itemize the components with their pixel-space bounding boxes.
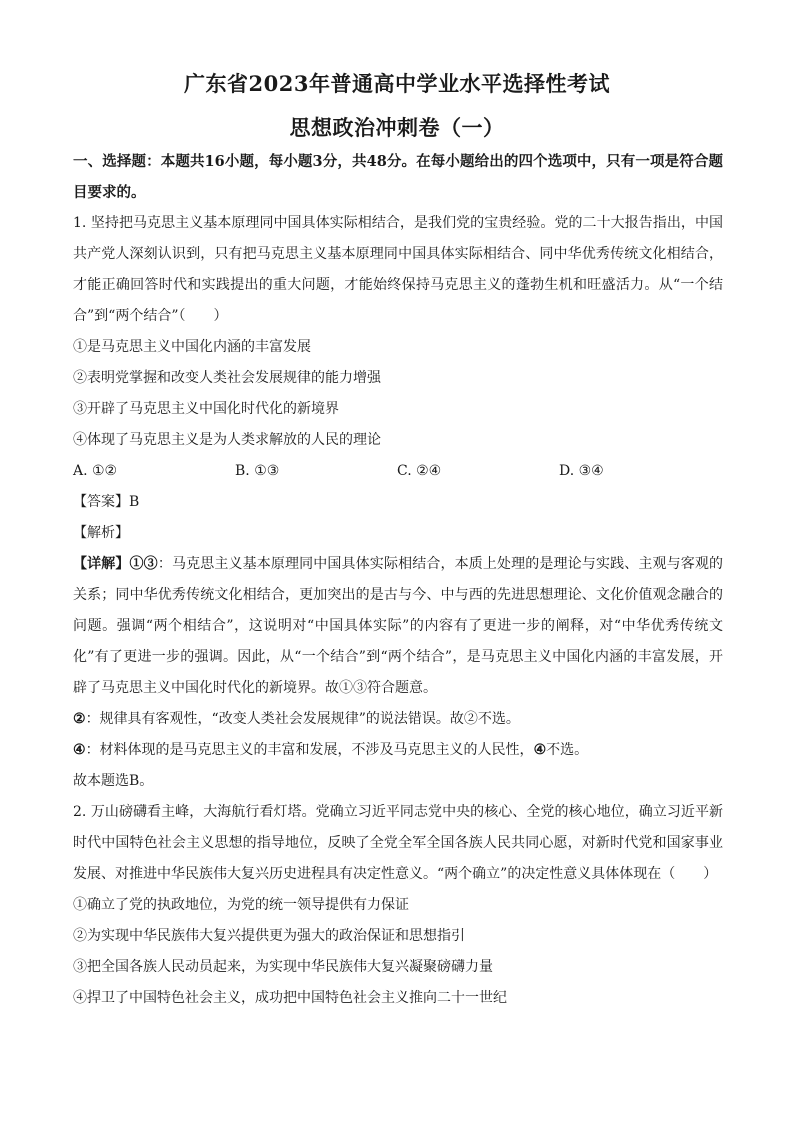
note-2-label: ② [73, 711, 86, 727]
note-4-end: 不选。 [546, 742, 589, 758]
detail-text: ：马克思主义基本原理同中国具体实际相结合，本质上处理的是理论与实践、主观与客观的关系；同中华优秀传统文化相结合，更加突出的是古与今、中与西的先进思想理论、文化价值观念融合的问题。强调“两个相结合”，这说明对“中国具体实际”的内容有了更进一步的阐释，对“中华优秀传统文化”有了更进一步的强调。因此，从“一个结合”到“两个结合”，是马克思主义中国化内涵的丰富发展，开辟了马克思主义中国化时代化的新境界。故①③符合题意。 [73, 556, 724, 696]
question-2-item: ①确立了党的执政地位，为党的统一领导提供有力保证 [73, 897, 409, 913]
question-2-item: ③把全国各族人民动员起来，为实现中华民族伟大复兴凝聚磅礴力量 [73, 959, 493, 975]
question-1-item: ③开辟了马克思主义中国化时代化的新境界 [73, 401, 339, 417]
note-4-text: ：材料体现的是马克思主义的丰富和发展，不涉及马克思主义的人民性， [85, 742, 534, 758]
question-1-answer: 【答案】B [73, 494, 140, 510]
option-c: C. ②④ [397, 463, 442, 479]
question-1-analysis-label: 【解析】 [73, 525, 129, 541]
exam-subtitle: 思想政治冲刺卷（一） [289, 115, 505, 140]
note-4-label: ④ [73, 742, 86, 758]
question-1-note-2 [73, 704, 723, 735]
section-heading: 一、选择题：本题共16小题，每小题3分，共48分。在每小题给出的四个选项中，只有一项是符合题目要求的。 [73, 153, 723, 201]
exam-content [73, 146, 723, 1014]
question-1-detail [73, 549, 723, 704]
option-d: D. ③④ [559, 463, 604, 479]
question-1-conclusion: 故本题选B。 [73, 773, 154, 789]
detail-label: 【详解】①③ [73, 556, 158, 572]
question-2-item: ④捍卫了中国特色社会主义，成功把中国特色社会主义推向二十一世纪 [73, 990, 507, 1006]
question-1-options [73, 456, 723, 487]
exam-title: 广东省2023年普通高中学业水平选择性考试 [184, 71, 610, 96]
question-1-stem: 1. 坚持把马克思主义基本原理同中国具体实际相结合，是我们党的宝贵经验。党的二十大报告指出，中国共产党人深刻认识到，只有把马克思主义基本原理同中国具体实际相结合、同中华优秀传统文化相结合，才能正确回答时代和实践提出的重大问题，才能始终保持马克思主义的蓬勃生机和旺盛活力。从“一个结合”到“两个结合”（ ） [73, 215, 723, 324]
question-2-stem: 2. 万山磅礴看主峰，大海航行看灯塔。党确立习近平同志党中央的核心、全党的核心地位，确立习近平新时代中国特色社会主义思想的指导地位，反映了全党全军全国各族人民共同心愿，对新时代党和国家事业发展、对推进中华民族伟大复兴历史进程具有决定性意义。“两个确立”的决定性意义具体体现在（ ） [73, 804, 723, 882]
question-1-item: ②表明党掌握和改变人类社会发展规律的能力增强 [73, 370, 381, 386]
question-1-item: ①是马克思主义中国化内涵的丰富发展 [73, 339, 311, 355]
option-b: B. ①③ [235, 463, 280, 479]
option-a: A. ①② [73, 463, 118, 479]
note-2-text: ：规律具有客观性，“改变人类社会发展规律”的说法错误。故②不选。 [85, 711, 520, 727]
question-1-note-4 [73, 735, 723, 766]
question-1-item: ④体现了马克思主义是为人类求解放的人民的理论 [73, 432, 381, 448]
note-4-mark: ④ [533, 742, 547, 758]
question-2-item: ②为实现中华民族伟大复兴提供更为强大的政治保证和思想指引 [73, 928, 465, 944]
